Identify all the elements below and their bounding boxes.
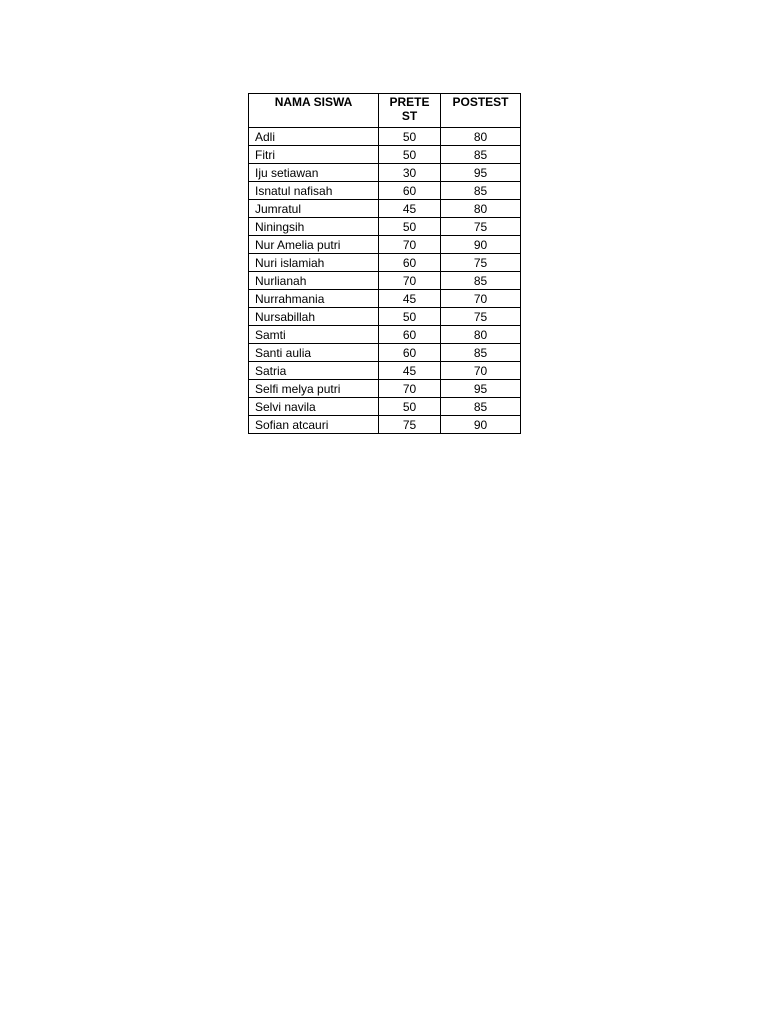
pretest-score-cell: 60	[379, 326, 441, 344]
postest-score-cell: 75	[441, 254, 521, 272]
student-name-cell: Nuri islamiah	[249, 254, 379, 272]
table-row	[249, 362, 521, 380]
pretest-score-cell: 30	[379, 164, 441, 182]
table-row	[249, 236, 521, 254]
table-row	[249, 398, 521, 416]
pretest-score-cell: 60	[379, 182, 441, 200]
table-row	[249, 290, 521, 308]
pretest-score-cell: 45	[379, 290, 441, 308]
table-row	[249, 344, 521, 362]
table-row	[249, 308, 521, 326]
pretest-score-cell: 60	[379, 254, 441, 272]
postest-score-cell: 95	[441, 380, 521, 398]
student-name-cell: Nursabillah	[249, 308, 379, 326]
header-row	[249, 94, 521, 128]
pretest-score-cell: 45	[379, 200, 441, 218]
header-pretest	[379, 94, 441, 128]
postest-score-cell: 85	[441, 398, 521, 416]
postest-score-cell: 80	[441, 128, 521, 146]
table-row	[249, 200, 521, 218]
student-name-cell: Jumratul	[249, 200, 379, 218]
student-name-cell: Santi aulia	[249, 344, 379, 362]
pretest-score-cell: 75	[379, 416, 441, 434]
table-row	[249, 164, 521, 182]
postest-score-cell: 85	[441, 344, 521, 362]
postest-score-cell: 70	[441, 362, 521, 380]
student-name-cell: Sofian atcauri	[249, 416, 379, 434]
pretest-score-cell: 50	[379, 128, 441, 146]
pretest-score-cell: 50	[379, 146, 441, 164]
student-name-cell: Nurrahmania	[249, 290, 379, 308]
header-name	[249, 94, 379, 128]
student-name-cell: Nur Amelia putri	[249, 236, 379, 254]
table-row	[249, 218, 521, 236]
table-row	[249, 254, 521, 272]
postest-score-cell: 70	[441, 290, 521, 308]
header-pretest-label: PRETEST	[389, 95, 430, 123]
pretest-score-cell: 70	[379, 272, 441, 290]
pretest-score-cell: 50	[379, 398, 441, 416]
pretest-score-cell: 50	[379, 308, 441, 326]
pretest-score-cell: 70	[379, 236, 441, 254]
postest-score-cell: 85	[441, 272, 521, 290]
postest-score-cell: 75	[441, 218, 521, 236]
table-row	[249, 416, 521, 434]
student-name-cell: Adli	[249, 128, 379, 146]
pretest-score-cell: 60	[379, 344, 441, 362]
postest-score-cell: 90	[441, 236, 521, 254]
header-postest-label: POSTEST	[452, 95, 509, 109]
student-name-cell: Selvi navila	[249, 398, 379, 416]
postest-score-cell: 75	[441, 308, 521, 326]
student-name-cell: Fitri	[249, 146, 379, 164]
pretest-score-cell: 70	[379, 380, 441, 398]
pretest-score-cell: 45	[379, 362, 441, 380]
postest-score-cell: 85	[441, 182, 521, 200]
postest-score-cell: 95	[441, 164, 521, 182]
student-name-cell: Niningsih	[249, 218, 379, 236]
student-name-cell: Isnatul nafisah	[249, 182, 379, 200]
postest-score-cell: 80	[441, 200, 521, 218]
student-name-cell: Samti	[249, 326, 379, 344]
table-row	[249, 182, 521, 200]
table-row	[249, 146, 521, 164]
table-row	[249, 272, 521, 290]
pretest-score-cell: 50	[379, 218, 441, 236]
postest-score-cell: 80	[441, 326, 521, 344]
postest-score-cell: 85	[441, 146, 521, 164]
student-name-cell: Satria	[249, 362, 379, 380]
table-body	[249, 128, 521, 434]
header-postest	[441, 94, 521, 128]
student-name-cell: Selfi melya putri	[249, 380, 379, 398]
student-name-cell: Iju setiawan	[249, 164, 379, 182]
table-row	[249, 326, 521, 344]
student-name-cell: Nurlianah	[249, 272, 379, 290]
table-header	[249, 94, 521, 128]
student-scores-table	[248, 93, 521, 434]
table-row	[249, 380, 521, 398]
table-row	[249, 128, 521, 146]
postest-score-cell: 90	[441, 416, 521, 434]
header-name-label: NAMA SISWA	[274, 95, 353, 109]
